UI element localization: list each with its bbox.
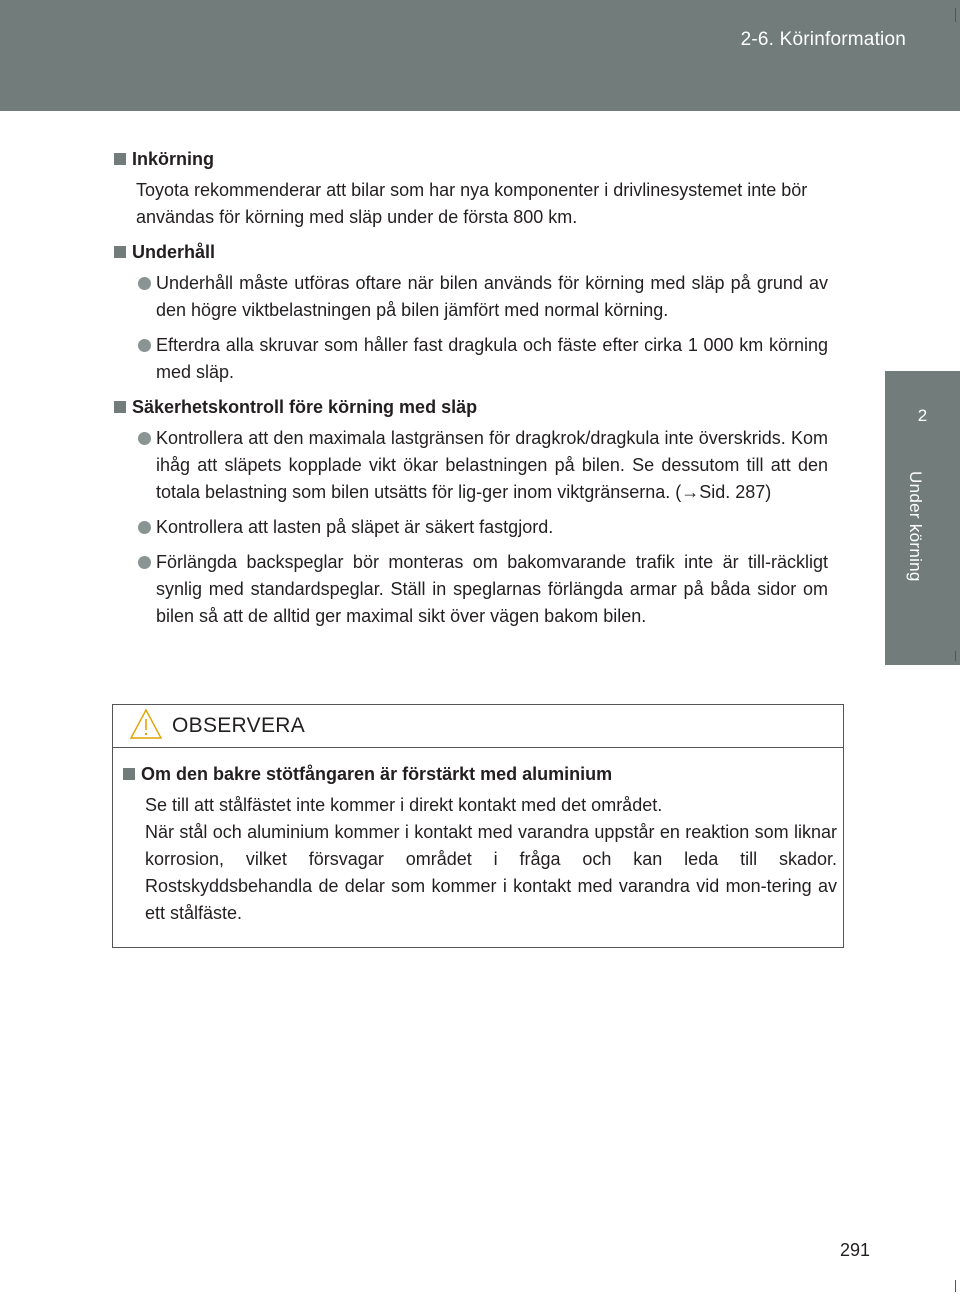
notice-box — [112, 704, 844, 948]
crop-mark — [955, 651, 956, 661]
square-icon — [123, 768, 135, 780]
section-heading: Inkörning — [112, 146, 828, 173]
section-heading: Underhåll — [112, 239, 828, 266]
section-title: 2-6. Körinformation — [740, 29, 906, 50]
page-header — [0, 0, 960, 111]
square-icon — [114, 401, 126, 413]
notice-paragraph: Se till att stålfästet inte kommer i direkt kontakt med det området. — [145, 795, 663, 815]
notice-body — [121, 761, 837, 933]
page-number: 291 — [840, 1240, 871, 1260]
list-item: Kontrollera att lasten på släpet är säkert fastgjord. — [112, 514, 828, 541]
circle-bullet-icon — [138, 521, 151, 534]
circle-bullet-icon — [138, 339, 151, 352]
list-item: Underhåll måste utföras oftare när bilen används för körning med släp på grund av den högre viktbelastningen på bilen jämfört med normal körning. — [112, 270, 828, 324]
section-heading: Säkerhetskontroll före körning med släp — [112, 394, 828, 421]
chapter-tab — [885, 371, 960, 665]
list-item: Kontrollera att den maximala lastgränsen för dragkrok/dragkula inte överskrids. Kom ihåg att släpets kopplade vikt ökar belastningen på bilen. Se dessutom till att den totala belastning som bilen utsätts för lig-ger inom viktgränserna. (→Sid. 287) — [112, 425, 828, 506]
crop-mark — [955, 8, 956, 22]
list-item: Förlängda backspeglar bör monteras om bakomvarande trafik inte är till-räckligt synlig med standardspeglar. Ställ in speglarnas förlängda armar på båda sidor om bilen så att de alltid ger maximal sikt över vägen bakom bilen. — [112, 549, 828, 630]
main-content — [112, 146, 828, 638]
notice-heading: Om den bakre stötfångaren är förstärkt med aluminium — [121, 761, 837, 788]
square-icon — [114, 153, 126, 165]
chapter-number: 2 — [917, 406, 928, 425]
notice-paragraph: När stål och aluminium kommer i kontakt med varandra uppstår en reaktion som liknar korrosion, vilket försvagar området i fråga och kan leda till skador. Rostskyddsbehandla de delar som kommer i kontakt med varandra vid mon-tering av ett stålfäste. — [145, 822, 837, 923]
warning-triangle-icon — [129, 708, 163, 740]
notice-header — [113, 705, 843, 748]
crop-mark — [955, 1280, 956, 1292]
section-sakerhetskontroll — [112, 394, 828, 630]
section-underhall — [112, 239, 828, 386]
circle-bullet-icon — [138, 277, 151, 290]
list-item: Efterdra alla skruvar som håller fast dragkula och fäste efter cirka 1 000 km körning med släp. — [112, 332, 828, 386]
notice-title: OBSERVERA — [172, 714, 306, 737]
circle-bullet-icon — [138, 432, 151, 445]
section-paragraph: Toyota rekommenderar att bilar som har nya komponenter i drivlinesystemet inte bör användas för körning med släp under de första 800 km. — [136, 180, 808, 227]
circle-bullet-icon — [138, 556, 151, 569]
square-icon — [114, 246, 126, 258]
chapter-label: Under körning — [906, 471, 925, 582]
section-inkorning — [112, 146, 828, 231]
